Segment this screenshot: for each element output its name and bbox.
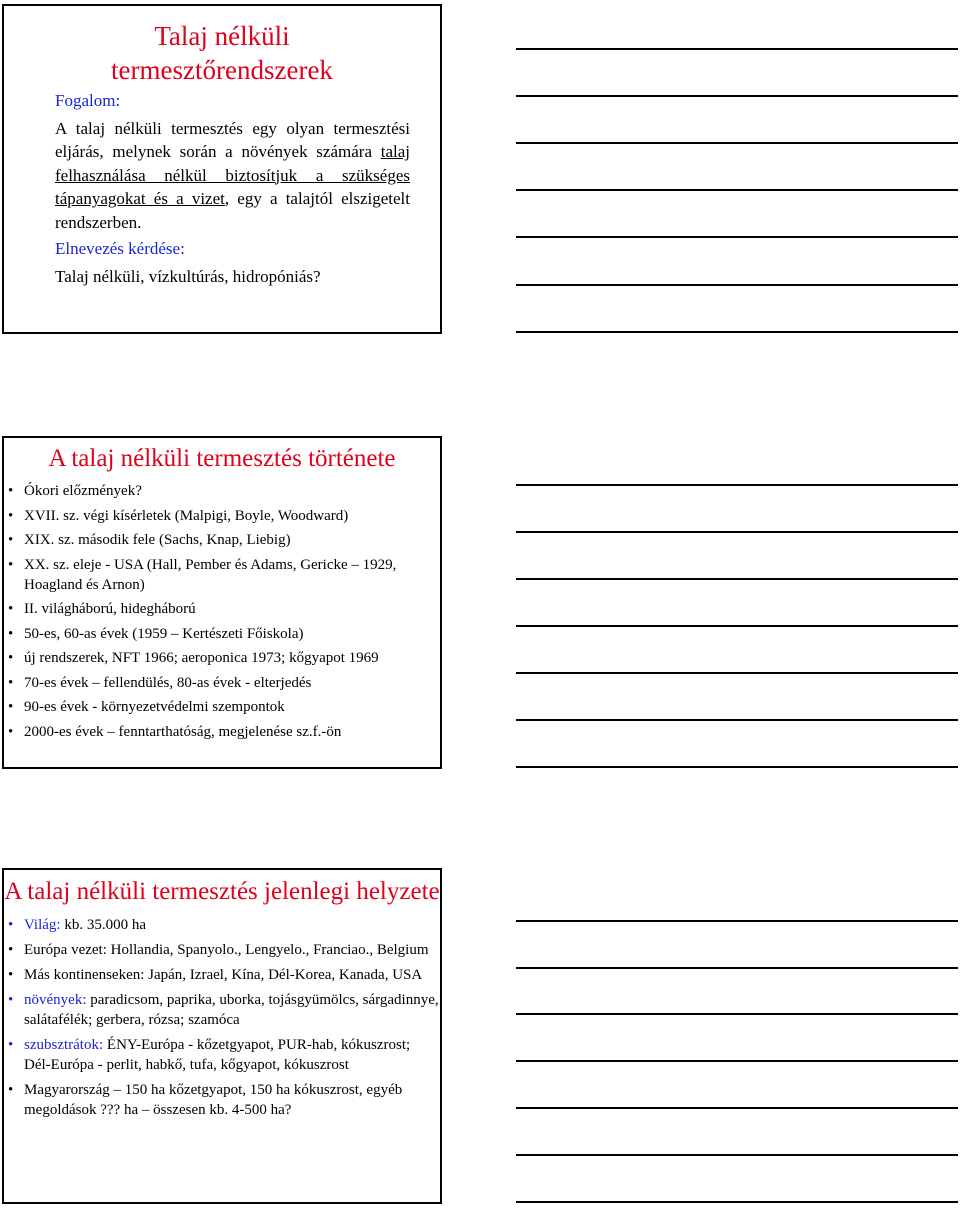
list-item [4,530,440,550]
note-line [516,766,958,768]
list-item [4,481,440,501]
list-item-text: XIX. sz. második fele (Sachs, Knap, Liebig) [24,532,291,548]
note-line [516,1154,958,1156]
note-line [516,1201,958,1203]
slide-history [2,436,442,769]
slide1-body [4,89,440,288]
list-item [4,965,440,985]
list-item [4,697,440,717]
naming-label: Elnevezés kérdése: [55,239,185,258]
list-item-text: 70-es évek – fellendülés, 80-as évek - elterjedés [24,674,312,691]
list-item [4,673,440,693]
note-line [516,284,958,286]
slide1-title-line1: Talaj nélküli [154,21,290,51]
bullet-icon: • [8,532,14,548]
definition-text [55,117,410,235]
list-item-text: 2000-es évek – fenntarthatóság, megjelenése sz.f.-ön [24,723,342,740]
note-line [516,95,958,97]
list-item-text: ÉNY-Európa - kőzetgyapot, PUR-hab, kókuszrost; Dél-Európa - perlit, habkő, tufa, kőgyapot, kókuszrost [24,1037,411,1073]
list-item-label: növények: [24,992,87,1008]
note-line [516,331,958,333]
list-item [4,624,440,644]
list-item-text: kb. 35.000 ha [60,917,147,933]
list-item [4,599,440,619]
bullet-icon: • [8,1082,14,1098]
note-line [516,1060,958,1062]
bullet-icon: • [8,650,14,666]
slide2-title: A talaj nélküli termesztés története [48,445,396,472]
list-item-text: II. világháború, hidegháború [24,601,196,617]
note-line [516,531,958,533]
note-line [516,625,958,627]
note-line [516,142,958,144]
slide-definition [2,4,442,334]
list-item [4,940,440,960]
slide-current-status [2,868,442,1204]
status-list [4,915,440,1120]
list-item [4,506,440,526]
concept-label: Fogalom: [55,91,121,110]
bullet-icon: • [8,625,14,642]
bullet-icon: • [8,601,14,617]
list-item-text: XX. sz. eleje - USA (Hall, Pember és Adams, Gericke – 1929, Hoagland és Arnon) [24,556,397,593]
definition-underlined: talaj felhasználása nélkül biztosítjuk a szükséges tápanyagokat és a vizet [55,142,410,208]
note-line [516,672,958,674]
bullet-icon: • [8,507,14,524]
definition-part1: A talaj nélküli termesztés egy olyan termesztési eljárás, melynek során a növények számára [55,118,410,161]
list-item [4,1080,440,1120]
note-line [516,189,958,191]
list-item [4,648,440,668]
list-item-text: paradicsom, paprika, uborka, tojásgyümölcs, sárgadinnye, salátafélék; gerbera, rózsa; szamóca [24,992,439,1028]
list-item [4,1035,440,1075]
slide3-title: A talaj nélküli termesztés jelenlegi helyzete [4,878,440,905]
list-item [4,915,440,935]
list-item-text: Ókori előzmények? [24,483,142,499]
bullet-icon: • [8,967,14,983]
bullet-icon: • [8,992,14,1008]
note-line [516,484,958,486]
list-item-label: szubsztrátok: [24,1037,104,1053]
bullet-icon: • [8,483,14,499]
list-item-text: Magyarország – 150 ha kőzetgyapot, 150 ha kókuszrost, egyéb megoldások ??? ha – összesen kb. 4-500 ha? [24,1082,403,1118]
list-item-text: Más kontinenseken: Japán, Izrael, Kína, Dél-Korea, Kanada, USA [24,967,423,983]
note-line [516,1107,958,1109]
note-line [516,719,958,721]
slide1-title-line2: termesztőrendszerek [111,55,333,85]
slide1-title [4,19,440,87]
list-item-text: új rendszerek, NFT 1966; aeroponica 1973; kőgyapot 1969 [24,650,379,666]
list-item-text: 90-es évek - környezetvédelmi szempontok [24,699,285,715]
bullet-icon: • [8,942,14,958]
bullet-icon: • [8,674,14,691]
note-line [516,967,958,969]
definition-part2: , egy a talajtól elszigetelt rendszerben. [55,189,410,232]
list-item [4,722,440,742]
bullet-icon: • [8,1037,14,1053]
history-list [4,481,440,742]
bullet-icon: • [8,556,14,573]
list-item-text: XVII. sz. végi kísérletek (Malpigi, Boyle, Woodward) [24,507,349,524]
note-line [516,236,958,238]
bullet-icon: • [8,723,14,740]
list-item [4,990,440,1030]
note-line [516,920,958,922]
bullet-icon: • [8,699,14,715]
note-line [516,1013,958,1015]
note-line [516,578,958,580]
list-item [4,555,440,595]
bullet-icon: • [8,917,14,933]
note-line [516,48,958,50]
list-item-text: Európa vezet: Hollandia, Spanyolo., Lengyelo., Franciao., Belgium [24,942,429,958]
list-item-label: Világ: [24,917,61,933]
list-item-text: 50-es, 60-as évek (1959 – Kertészeti Főiskola) [24,625,304,642]
naming-text: Talaj nélküli, vízkultúrás, hidropóniás? [55,266,321,286]
